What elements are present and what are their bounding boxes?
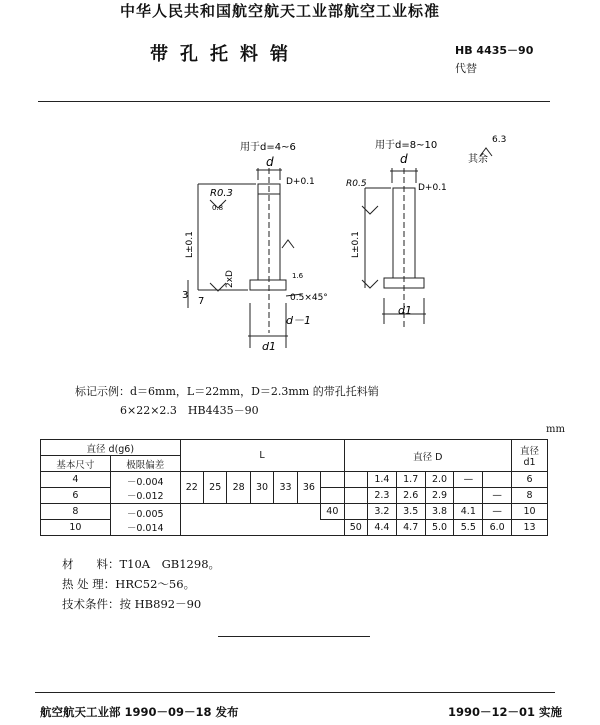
cell-D: 5.0 bbox=[425, 520, 454, 536]
cell-D: — bbox=[483, 504, 512, 520]
label-d-minus-1: d－1 bbox=[286, 314, 311, 327]
standard-header-title: 中华人民共和国航空航天工业部航空工业标准 bbox=[119, 2, 440, 20]
cell-deviation bbox=[110, 472, 180, 504]
cell-size: 4 bbox=[41, 472, 111, 488]
cell-D: 1.7 bbox=[396, 472, 425, 488]
header-basic-size: 基本尺寸 bbox=[41, 456, 111, 472]
cell-D: 2.9 bbox=[425, 488, 454, 504]
dev-upper: －0.004 bbox=[126, 476, 164, 488]
technical-conditions-spec: 技术条件：按 HB892－90 bbox=[62, 597, 202, 611]
cell-L: 25 bbox=[204, 472, 227, 504]
cell-D: 6.0 bbox=[483, 520, 512, 536]
header-diameter-d: 直径 d(g6) bbox=[41, 440, 181, 456]
cell-d1: 13 bbox=[512, 520, 548, 536]
example-line-1: 标记示例：d＝6mm，L＝22mm，D＝2.3mm 的带孔托料销 bbox=[75, 385, 379, 398]
cell-D: — bbox=[454, 472, 483, 488]
dev-lower: －0.014 bbox=[126, 522, 164, 534]
label-r03: R0.3 bbox=[210, 188, 233, 199]
cell-D bbox=[483, 472, 512, 488]
effective-date: 1990－12－01 实施 bbox=[448, 705, 563, 719]
standard-number: HB 4435－90 bbox=[455, 44, 534, 57]
cell-size: 8 bbox=[41, 504, 111, 520]
roughness-value: 6.3 bbox=[492, 135, 507, 145]
cell-L: 36 bbox=[297, 472, 320, 504]
cell-D: 4.7 bbox=[396, 520, 425, 536]
table-row bbox=[41, 472, 548, 488]
dev-upper: －0.005 bbox=[126, 508, 164, 520]
cell-D bbox=[454, 488, 483, 504]
label-tolerance-right: D+0.1 bbox=[418, 183, 447, 193]
label-d-left: d bbox=[266, 155, 274, 169]
cell-D: 3.2 bbox=[367, 504, 396, 520]
dev-lower: －0.012 bbox=[126, 490, 164, 502]
cell-empty bbox=[321, 488, 344, 504]
cell-D: 2.0 bbox=[425, 472, 454, 488]
unit-label: mm bbox=[546, 424, 565, 435]
header-D: 直径 D bbox=[344, 440, 511, 472]
roughness-note: 其余 bbox=[468, 154, 488, 165]
cell-D: — bbox=[483, 488, 512, 504]
cell-L: 33 bbox=[274, 472, 297, 504]
header-deviation: 极限偏差 bbox=[110, 456, 180, 472]
replaces-label: 代替 bbox=[455, 62, 477, 75]
cell-D: 2.6 bbox=[396, 488, 425, 504]
header-L: L bbox=[180, 440, 344, 472]
label-L-left: L±0.1 bbox=[185, 231, 195, 258]
label-2xD: 2xD bbox=[225, 270, 235, 288]
dimension-table bbox=[40, 439, 548, 536]
label-chamfer: 0.5×45° bbox=[290, 293, 328, 303]
label-d1-right: d1 bbox=[398, 304, 412, 317]
cell-D: 2.3 bbox=[367, 488, 396, 504]
cell-empty bbox=[344, 488, 367, 504]
heat-treatment-spec: 热 处 理：HRC52～56。 bbox=[62, 577, 196, 591]
cell-L: 28 bbox=[227, 472, 250, 504]
cell-d1: 6 bbox=[512, 472, 548, 488]
header-rule bbox=[38, 101, 550, 102]
cell-D: 4.4 bbox=[367, 520, 396, 536]
cell-L: 40 bbox=[321, 504, 344, 520]
header-d1 bbox=[512, 440, 548, 472]
example-line-2: 6×22×2.3 HB4435－90 bbox=[120, 404, 259, 417]
label-dim-7: 7 bbox=[198, 296, 205, 307]
header-d1-line1: 直径 bbox=[520, 446, 540, 457]
cell-d1: 8 bbox=[512, 488, 548, 504]
cell-D: 3.8 bbox=[425, 504, 454, 520]
label-L-right: L±0.1 bbox=[351, 231, 361, 258]
issue-date: 航空航天工业部 1990－09－18 发布 bbox=[40, 705, 239, 719]
footer-rule bbox=[35, 692, 555, 693]
label-dim-3: 3 bbox=[182, 290, 189, 301]
cell-size: 10 bbox=[41, 520, 111, 536]
material-spec: 材 料：T10A GB1298。 bbox=[62, 557, 221, 571]
cell-empty bbox=[344, 472, 367, 488]
cell-size: 6 bbox=[41, 488, 111, 504]
cell-L: 22 bbox=[180, 472, 203, 504]
cell-empty bbox=[321, 472, 344, 488]
header-d1-line2: d1 bbox=[523, 457, 536, 468]
cell-L: 50 bbox=[344, 520, 367, 536]
left-pin-flange bbox=[250, 280, 286, 290]
left-caption: 用于d=4~6 bbox=[240, 142, 296, 153]
label-r05: R0.5 bbox=[346, 179, 367, 189]
cell-empty bbox=[344, 504, 367, 520]
label-roughness-08: 0.8 bbox=[212, 204, 224, 212]
cell-D: 1.4 bbox=[367, 472, 396, 488]
label-roughness-16: 1.6 bbox=[292, 272, 304, 280]
cell-empty bbox=[180, 504, 321, 520]
label-d1-left: d1 bbox=[262, 340, 276, 353]
end-rule bbox=[218, 636, 370, 637]
cell-d1: 10 bbox=[512, 504, 548, 520]
document-title: 带孔托料销 bbox=[150, 44, 300, 65]
cell-D: 5.5 bbox=[454, 520, 483, 536]
cell-D: 4.1 bbox=[454, 504, 483, 520]
label-tolerance-left: D+0.1 bbox=[286, 177, 315, 187]
cell-empty bbox=[180, 520, 344, 536]
right-caption: 用于d=8~10 bbox=[375, 140, 438, 151]
cell-D: 3.5 bbox=[396, 504, 425, 520]
cell-deviation bbox=[110, 504, 180, 536]
cell-L: 30 bbox=[250, 472, 273, 504]
technical-drawing bbox=[170, 128, 560, 358]
table-row bbox=[41, 504, 548, 520]
label-d-right: d bbox=[400, 152, 408, 166]
